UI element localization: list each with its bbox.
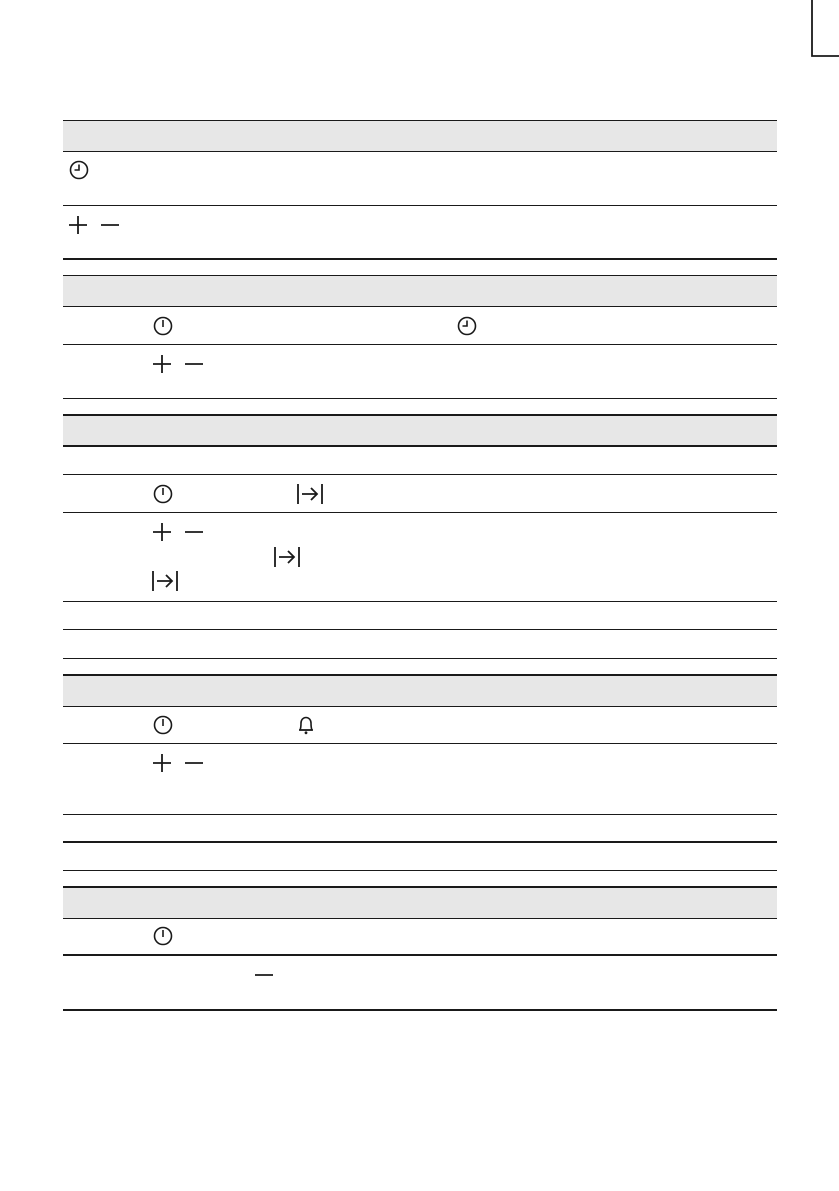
end-time-icon — [273, 546, 301, 568]
table-row — [63, 871, 777, 887]
plus-icon — [67, 214, 89, 236]
table-row — [63, 659, 777, 675]
table-3 — [63, 415, 777, 675]
timer-clock-icon — [152, 925, 174, 947]
timer-clock-icon — [152, 315, 174, 337]
table-1 — [63, 120, 777, 260]
table-row — [63, 956, 777, 1011]
clock-icon — [456, 315, 478, 337]
table-row — [63, 815, 777, 843]
table-header — [63, 887, 777, 919]
table-2 — [63, 275, 777, 415]
minus-icon — [183, 353, 205, 375]
plus-icon — [151, 752, 173, 774]
table-5 — [63, 887, 777, 1011]
minus-icon — [253, 964, 275, 986]
table-header — [63, 120, 777, 152]
table-row — [63, 345, 777, 399]
table-4 — [63, 675, 777, 887]
table-row — [63, 447, 777, 475]
table-row — [63, 707, 777, 744]
timer-clock-icon — [152, 483, 174, 505]
table-row — [63, 399, 777, 415]
bell-icon — [296, 714, 316, 736]
end-time-icon — [296, 483, 324, 505]
table-row — [63, 744, 777, 815]
end-time-icon — [151, 570, 179, 592]
table-row — [63, 513, 777, 602]
plus-icon — [151, 353, 173, 375]
table-row — [63, 475, 777, 513]
table-header — [63, 415, 777, 447]
minus-icon — [183, 752, 205, 774]
minus-icon — [183, 521, 205, 543]
table-row — [63, 152, 777, 206]
table-header — [63, 675, 777, 707]
table-header — [63, 275, 777, 307]
table-row — [63, 919, 777, 956]
minus-icon — [99, 214, 121, 236]
table-row — [63, 206, 777, 260]
table-row — [63, 307, 777, 345]
plus-icon — [151, 521, 173, 543]
table-row — [63, 602, 777, 630]
page-corner-mark — [810, 0, 839, 58]
clock-icon — [68, 159, 90, 181]
table-row — [63, 630, 777, 659]
table-row — [63, 843, 777, 871]
timer-clock-icon — [152, 714, 174, 736]
